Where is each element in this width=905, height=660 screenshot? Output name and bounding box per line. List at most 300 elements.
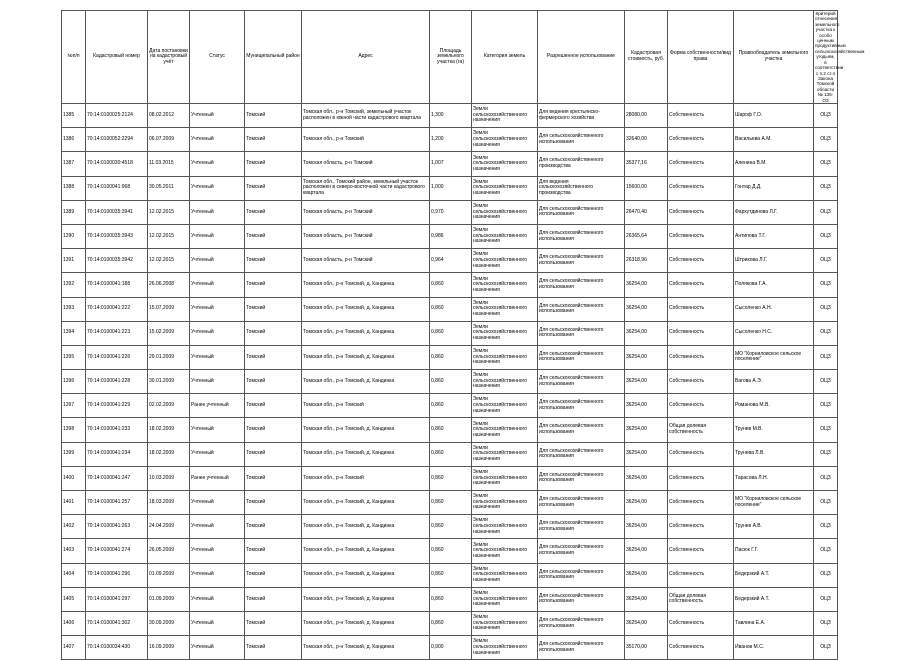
right-holder-cell: Тарасова Л.Н. [734,466,814,490]
permitted-use-cell: Для сельскохозяйственного использования [538,539,625,563]
address-cell: Томская обл., Томский район, земельный участок расположен в северо-восточной части кадастрового квартала [302,176,430,200]
area-cell: 0,860 [430,587,472,611]
cadastral-number-cell: 70:14:0100041:223 [86,321,148,345]
right-holder-cell: Трунева Л.В. [734,442,814,466]
registration-date-cell: 11.03.2015 [148,152,190,176]
land-category-cell: Земли сельскохозяйственного назначения [472,297,538,321]
cadastral-number-cell: 70:14:0100035:3942 [86,249,148,273]
land-category-cell: Земли сельскохозяйственного назначения [472,176,538,200]
permitted-use-cell: Для ведения сельскохозяйственного производства [538,176,625,200]
row-number-cell: 1395 [62,345,86,369]
row-number-cell: 1397 [62,394,86,418]
municipal-district-cell: Томский [245,249,302,273]
land-category-cell: Земли сельскохозяйственного назначения [472,224,538,248]
registration-date-cell: 15.07.2009 [148,297,190,321]
address-cell: Томская обл., р-н Томский, д. Кандинка [302,418,430,442]
right-holder-cell: Аленина В.М. [734,152,814,176]
right-holder-cell: Трунев М.В. [734,418,814,442]
criterion-cell: ОЦЗ [814,224,838,248]
right-holder-cell: Сысоленко А.Н. [734,297,814,321]
table-row [62,539,838,563]
header-cell: Критерий отнесения земельного участка к особо ценным продуктивным сельскохозяйственным угодьям, в соответствии с п.2 ст.4 Закона Томской области № 135-ОЗ [815,11,865,103]
permitted-use-cell: Для сельскохозяйственного использования [538,515,625,539]
municipal-district-cell: Томский [245,418,302,442]
municipal-district-cell: Томский [245,321,302,345]
status-cell: Учтенный [190,418,245,442]
cadastral-value-cell: 36254,00 [625,418,668,442]
ownership-form-cell: Собственность [668,636,734,660]
status-cell: Учтенный [190,273,245,297]
row-number-cell: 1388 [62,176,86,200]
cadastral-value-cell: 36254,00 [625,466,668,490]
land-category-cell: Земли сельскохозяйственного назначения [472,152,538,176]
land-category-cell: Земли сельскохозяйственного назначения [472,345,538,369]
status-cell: Учтенный [190,563,245,587]
cadastral-number-cell: 70:14:0100041:233 [86,418,148,442]
registration-date-cell: 10.03.2009 [148,466,190,490]
table-row [62,152,838,176]
registration-date-cell: 02.02.2009 [148,394,190,418]
header-cell: Дата постановки на кадастровый учёт [148,11,190,104]
address-cell: Томская обл., р-н Томский, д. Кандинка [302,321,430,345]
status-cell: Учтенный [190,297,245,321]
cadastral-number-cell: 70:14:0100041:247 [86,466,148,490]
status-cell: Учтенный [190,128,245,152]
cadastral-number-cell: 70:14:0100041:274 [86,539,148,563]
address-cell: Томская обл., р-н Томский, д. Кандинка [302,636,430,660]
table-row [62,491,838,515]
registration-date-cell: 24.04.2009 [148,515,190,539]
cadastral-number-cell: 70:14:0100041:302 [86,611,148,635]
registration-date-cell: 08.02.2012 [148,104,190,128]
right-holder-cell: Романова М.В. [734,394,814,418]
address-cell: Томская область, р-н Томский [302,152,430,176]
permitted-use-cell: Для сельскохозяйственного использования [538,249,625,273]
cadastral-value-cell: 36254,00 [625,273,668,297]
ownership-form-cell: Собственность [668,273,734,297]
land-category-cell: Земли сельскохозяйственного назначения [472,539,538,563]
address-cell: Томская обл., р-н Томский [302,128,430,152]
address-cell: Томская обл., р-н Томский, д. Кандинка [302,587,430,611]
cadastral-value-cell: 36254,00 [625,611,668,635]
permitted-use-cell: Для сельскохозяйственного использования [538,370,625,394]
header-cell: Категория земель [472,11,538,104]
cadastral-number-cell: 70:14:0100030:4518 [86,152,148,176]
land-category-cell: Земли сельскохозяйственного назначения [472,611,538,635]
municipal-district-cell: Томский [245,442,302,466]
status-cell: Учтенный [190,587,245,611]
permitted-use-cell: Для сельскохозяйственного использования [538,442,625,466]
right-holder-cell: Вагова А.Э. [734,370,814,394]
status-cell: Учтенный [190,152,245,176]
municipal-district-cell: Томский [245,370,302,394]
cadastral-number-cell: 70:14:0100041:257 [86,491,148,515]
municipal-district-cell: Томский [245,152,302,176]
registration-date-cell: 18.02.2009 [148,442,190,466]
land-category-cell: Земли сельскохозяйственного назначения [472,321,538,345]
registration-date-cell: 30.01.2009 [148,370,190,394]
criterion-cell: ОЦЗ [814,491,838,515]
right-holder-cell: Гонтар Д.Д. [734,176,814,200]
permitted-use-cell: Для сельскохозяйственного использования [538,418,625,442]
row-number-cell: 1400 [62,466,86,490]
municipal-district-cell: Томский [245,200,302,224]
right-holder-cell: Штрикова Л.Г. [734,249,814,273]
header-cell: Статус [190,11,245,104]
cadastral-number-cell: 70:14:0100041:234 [86,442,148,466]
address-cell: Томская обл., р-н Томский, д. Кандинка [302,515,430,539]
right-holder-cell: Трунев А.В. [734,515,814,539]
criterion-cell: ОЦЗ [814,539,838,563]
criterion-cell: ОЦЗ [814,394,838,418]
address-cell: Томская обл., р-н Томский [302,394,430,418]
address-cell: Томская область, р-н Томский [302,249,430,273]
right-holder-cell: Сысоленко Н.С. [734,321,814,345]
land-category-cell: Земли сельскохозяйственного назначения [472,249,538,273]
address-cell: Томская обл., р-н Томский, д. Кандинка [302,370,430,394]
land-category-cell: Земли сельскохозяйственного назначения [472,587,538,611]
cadastral-number-cell: 70:14:0100041:228 [86,370,148,394]
permitted-use-cell: Для ведения крестьянско-фермерского хозяйства [538,104,625,128]
area-cell: 0,970 [430,200,472,224]
right-holder-cell: Васильева А.М. [734,128,814,152]
land-category-cell: Земли сельскохозяйственного назначения [472,273,538,297]
cadastral-number-cell: 70:14:0100041:229 [86,394,148,418]
cadastral-value-cell: 32640,00 [625,128,668,152]
right-holder-cell: Бедерзкий А.Т. [734,587,814,611]
header-cell: Правообладатель земельного участка [734,11,814,104]
municipal-district-cell: Томский [245,563,302,587]
header-cell: Площадь земельного участка (га) [430,11,472,104]
permitted-use-cell: Для сельскохозяйственного использования [538,224,625,248]
row-number-cell: 1404 [62,563,86,587]
land-category-cell: Земли сельскохозяйственного назначения [472,491,538,515]
row-number-cell: 1385 [62,104,86,128]
criterion-cell: ОЦЗ [814,273,838,297]
cadastral-value-cell: 36254,00 [625,563,668,587]
status-cell: Учтенный [190,224,245,248]
municipal-district-cell: Томский [245,611,302,635]
registration-date-cell: 26.05.2009 [148,539,190,563]
permitted-use-cell: Для сельскохозяйственного использования [538,345,625,369]
ownership-form-cell: Собственность [668,200,734,224]
table-row [62,587,838,611]
municipal-district-cell: Томский [245,176,302,200]
municipal-district-cell: Томский [245,273,302,297]
area-cell: 0,860 [430,321,472,345]
municipal-district-cell: Томский [245,128,302,152]
criterion-cell: ОЦЗ [814,466,838,490]
criterion-cell: ОЦЗ [814,200,838,224]
address-cell: Томская обл., р-н Томский, д. Кандинка [302,297,430,321]
ownership-form-cell: Собственность [668,128,734,152]
municipal-district-cell: Томский [245,466,302,490]
table-row [62,636,838,660]
registration-date-cell: 01.09.2009 [148,587,190,611]
table-row [62,418,838,442]
land-category-cell: Земли сельскохозяйственного назначения [472,394,538,418]
registration-date-cell: 30.09.2009 [148,611,190,635]
address-cell: Томская обл., р-н Томский, д. Кандинка [302,563,430,587]
municipal-district-cell: Томский [245,587,302,611]
municipal-district-cell: Томский [245,515,302,539]
right-holder-cell: Иванов М.С. [734,636,814,660]
header-cell: Форма собственности/вид права [668,11,734,104]
header-cell: Разрешенное использование [538,11,625,104]
right-holder-cell: Фархутдинова Л.Г. [734,200,814,224]
area-cell: 0,860 [430,370,472,394]
right-holder-cell: МО "Корнилoвское сельское поселение" [734,491,814,515]
row-number-cell: 1387 [62,152,86,176]
header-cell: Адрес [302,11,430,104]
permitted-use-cell: Для сельскохозяйственного использования [538,587,625,611]
land-category-cell: Земли сельскохозяйственного назначения [472,200,538,224]
header-cell: №п/п [62,11,86,104]
status-cell: Учтенный [190,491,245,515]
registration-date-cell: 15.02.2009 [148,321,190,345]
row-number-cell: 1391 [62,249,86,273]
address-cell: Томская обл., р-н Томский, д. Кандинка [302,442,430,466]
area-cell: 1,200 [430,128,472,152]
municipal-district-cell: Томский [245,104,302,128]
document-sheet [61,10,865,660]
cadastral-number-cell: 70:14:0100041:968 [86,176,148,200]
header-cell: Кадастровая стоимость, руб. [625,11,668,104]
permitted-use-cell: Для сельскохозяйственного использования [538,128,625,152]
land-category-cell: Земли сельскохозяйственного назначения [472,370,538,394]
row-number-cell: 1393 [62,297,86,321]
area-cell: 0,860 [430,466,472,490]
ownership-form-cell: Собственность [668,370,734,394]
row-number-cell: 1394 [62,321,86,345]
ownership-form-cell: Собственность [668,515,734,539]
cadastral-value-cell: 26365,64 [625,224,668,248]
right-holder-cell: Шароф Г.О. [734,104,814,128]
permitted-use-cell: Для сельскохозяйственного использования [538,636,625,660]
address-cell: Томская обл., р-н Томский, д. Кандинка [302,491,430,515]
ownership-form-cell: Собственность [668,345,734,369]
table-row [62,224,838,248]
area-cell: 1,000 [430,176,472,200]
area-cell: 0,964 [430,249,472,273]
right-holder-cell: Антипова Т.Г. [734,224,814,248]
criterion-cell: ОЦЗ [814,636,838,660]
municipal-district-cell: Томский [245,539,302,563]
cadastral-value-cell: 36254,00 [625,587,668,611]
area-cell: 0,860 [430,515,472,539]
cadastral-value-cell: 36254,00 [625,345,668,369]
permitted-use-cell: Для сельскохозяйственного использования [538,200,625,224]
registration-date-cell: 06.07.2009 [148,128,190,152]
table-row [62,104,838,128]
cadastral-value-cell: 36254,00 [625,370,668,394]
ownership-form-cell: Собственность [668,394,734,418]
ownership-form-cell: Общая долевая собственность [668,587,734,611]
registration-date-cell: 12.02.2015 [148,224,190,248]
registration-date-cell: 26.06.2008 [148,273,190,297]
ownership-form-cell: Собственность [668,321,734,345]
table-row [62,442,838,466]
cadastral-value-cell: 36254,00 [625,491,668,515]
table-row [62,273,838,297]
criterion-cell: ОЦЗ [814,563,838,587]
cadastral-value-cell: 36254,00 [625,297,668,321]
registration-date-cell: 18.03.2009 [148,491,190,515]
row-number-cell: 1399 [62,442,86,466]
permitted-use-cell: Для сельскохозяйственного использования [538,491,625,515]
address-cell: Томская область, р-н Томский [302,224,430,248]
permitted-use-cell: Для сельскохозяйственного использования [538,273,625,297]
row-number-cell: 1403 [62,539,86,563]
municipal-district-cell: Томский [245,636,302,660]
land-category-cell: Земли сельскохозяйственного назначения [472,418,538,442]
status-cell: Учтенный [190,200,245,224]
criterion-cell: ОЦЗ [814,152,838,176]
cadastral-value-cell: 36254,00 [625,394,668,418]
cadastral-number-cell: 70:14:0100041:296 [86,563,148,587]
ownership-form-cell: Собственность [668,297,734,321]
permitted-use-cell: Для сельскохозяйственного производства [538,152,625,176]
row-number-cell: 1398 [62,418,86,442]
land-category-cell: Земли сельскохозяйственного назначения [472,563,538,587]
municipal-district-cell: Томский [245,394,302,418]
land-category-cell: Земли сельскохозяйственного назначения [472,442,538,466]
criterion-cell: ОЦЗ [814,104,838,128]
criterion-cell: ОЦЗ [814,128,838,152]
permitted-use-cell: Для сельскохозяйственного использования [538,394,625,418]
right-holder-cell: МО "Корнилoвское сельское поселение" [734,345,814,369]
row-number-cell: 1386 [62,128,86,152]
table-row [62,128,838,152]
status-cell: Учтенный [190,321,245,345]
criterion-cell: ОЦЗ [814,321,838,345]
cadastral-number-cell: 70:14:0100041:188 [86,273,148,297]
permitted-use-cell: Для сельскохозяйственного использования [538,466,625,490]
cadastral-value-cell: 26470,40 [625,200,668,224]
table-row [62,200,838,224]
ownership-form-cell: Собственность [668,466,734,490]
cadastral-value-cell: 26318,96 [625,249,668,273]
cadastral-number-cell: 70:14:0100025:2124 [86,104,148,128]
ownership-form-cell: Общая долевая собственность [668,418,734,442]
ownership-form-cell: Собственность [668,224,734,248]
registration-date-cell: 29.01.2009 [148,345,190,369]
ownership-form-cell: Собственность [668,152,734,176]
ownership-form-cell: Собственность [668,563,734,587]
municipal-district-cell: Томский [245,297,302,321]
row-number-cell: 1407 [62,636,86,660]
municipal-district-cell: Томский [245,491,302,515]
area-cell: 0,900 [430,636,472,660]
registration-date-cell: 18.02.2009 [148,418,190,442]
cadastral-value-cell: 36254,00 [625,442,668,466]
table-row [62,176,838,200]
address-cell: Томская обл., р-н Томский [302,466,430,490]
cadastral-number-cell: 70:14:0100041:263 [86,515,148,539]
area-cell: 0,860 [430,563,472,587]
permitted-use-cell: Для сельскохозяйственного использования [538,563,625,587]
status-cell: Учтенный [190,370,245,394]
status-cell: Учтенный [190,611,245,635]
row-number-cell: 1402 [62,515,86,539]
status-cell: Учтенный [190,515,245,539]
row-number-cell: 1396 [62,370,86,394]
land-category-cell: Земли сельскохозяйственного назначения [472,636,538,660]
cadastral-value-cell: 36254,00 [625,321,668,345]
status-cell: Учтенный [190,539,245,563]
criterion-cell: ОЦЗ [814,297,838,321]
header-cell: Муниципальный район [245,11,302,104]
ownership-form-cell: Собственность [668,442,734,466]
right-holder-cell: Пасюк Г.Г. [734,539,814,563]
land-plots-table [61,10,865,660]
cadastral-number-cell: 70:14:0100035:3943 [86,224,148,248]
status-cell: Учтенный [190,636,245,660]
cadastral-number-cell: 70:14:0100041:226 [86,345,148,369]
status-cell: Учтенный [190,249,245,273]
criterion-cell: ОЦЗ [814,515,838,539]
table-row [62,611,838,635]
area-cell: 0,986 [430,224,472,248]
ownership-form-cell: Собственность [668,176,734,200]
municipal-district-cell: Томский [245,345,302,369]
criterion-cell: ОЦЗ [814,611,838,635]
ownership-form-cell: Собственность [668,539,734,563]
ownership-form-cell: Собственность [668,249,734,273]
land-category-cell: Земли сельскохозяйственного назначения [472,515,538,539]
table-row [62,394,838,418]
criterion-cell: ОЦЗ [814,442,838,466]
criterion-cell: ОЦЗ [814,418,838,442]
land-category-cell: Земли сельскохозяйственного назначения [472,128,538,152]
row-number-cell: 1392 [62,273,86,297]
registration-date-cell: 12.02.2015 [148,200,190,224]
permitted-use-cell: Для сельскохозяйственного использования [538,321,625,345]
status-cell: Ранее учтенный [190,394,245,418]
cadastral-value-cell: 35377,16 [625,152,668,176]
criterion-cell: ОЦЗ [814,587,838,611]
status-cell: Учтенный [190,345,245,369]
cadastral-value-cell: 28080,00 [625,104,668,128]
right-holder-cell: Полякова Г.А. [734,273,814,297]
area-cell: 1,300 [430,104,472,128]
address-cell: Томская обл., р-н Томский, д. Кандинка [302,611,430,635]
address-cell: Томская обл., р-н Томский, д. Кандинка [302,273,430,297]
area-cell: 0,860 [430,345,472,369]
municipal-district-cell: Томский [245,224,302,248]
criterion-cell: ОЦЗ [814,370,838,394]
area-cell: 0,860 [430,418,472,442]
address-cell: Томская область, р-н Томский [302,200,430,224]
ownership-form-cell: Собственность [668,491,734,515]
row-number-cell: 1401 [62,491,86,515]
registration-date-cell: 30.05.2011 [148,176,190,200]
criterion-cell: ОЦЗ [814,176,838,200]
cadastral-value-cell: 36254,00 [625,515,668,539]
cadastral-number-cell: 70:14:0100041:222 [86,297,148,321]
criterion-cell: ОЦЗ [814,345,838,369]
cadastral-number-cell: 70:14:0100035:3941 [86,200,148,224]
registration-date-cell: 01.09.2009 [148,563,190,587]
address-cell: Томская обл., р-н Томский, д. Кандинка [302,539,430,563]
row-number-cell: 1406 [62,611,86,635]
cadastral-value-cell: 15600,00 [625,176,668,200]
land-category-cell: Земли сельскохозяйственного назначения [472,104,538,128]
table-row [62,466,838,490]
status-cell: Ранее учтенный [190,466,245,490]
area-cell: 1,007 [430,152,472,176]
area-cell: 0,860 [430,539,472,563]
